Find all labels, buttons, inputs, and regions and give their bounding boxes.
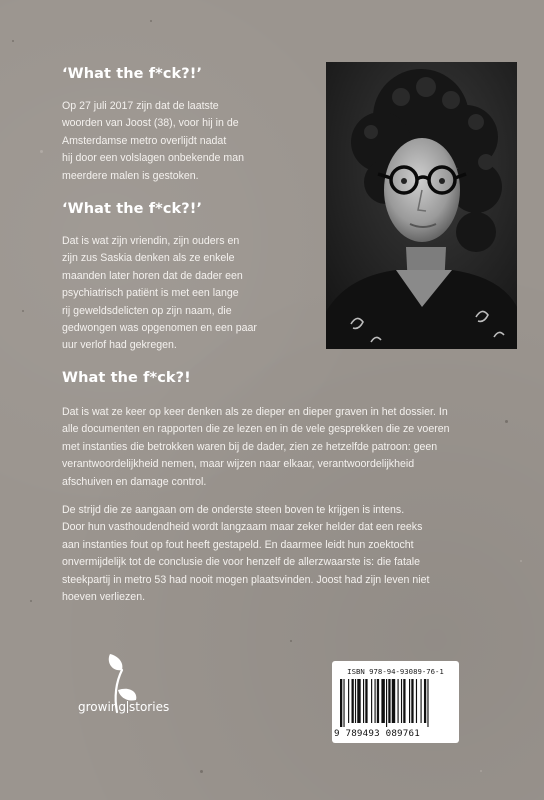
barcode-bars <box>340 679 451 727</box>
barcode-bar <box>424 679 426 723</box>
heading-1: ‘What the f*ck?!’ <box>62 66 203 82</box>
paragraph-4 <box>62 502 522 606</box>
text-line: gedwongen was opgenomen en een paar <box>62 322 257 335</box>
texture-speck <box>200 770 203 773</box>
text-line: verantwoordelijkheid nemen, maar wijzen naar elkaar, verantwoordelijkheid <box>62 458 415 471</box>
barcode-bar <box>355 679 356 723</box>
barcode-bar <box>386 679 387 727</box>
text-line: zijn zus Saskia denken als ze enkele <box>62 252 235 265</box>
barcode-bar <box>416 679 417 723</box>
text-line: hoeven verliezen. <box>62 591 146 604</box>
paragraph-3 <box>62 404 522 491</box>
texture-speck <box>150 20 152 22</box>
text-line: Dat is wat ze keer op keer denken als ze dieper en dieper graven in het dossier. In <box>62 406 448 418</box>
barcode-bar <box>340 679 342 727</box>
barcode-bar <box>377 679 379 723</box>
barcode-bar <box>427 679 428 727</box>
text-line: aan instanties fout op fout heeft gestapeld. En daarmee leidt hun zoektocht <box>62 538 414 551</box>
texture-speck <box>22 310 24 312</box>
text-line: onvermijdelijk tot de conclusie die voor henzelf de allerzwaarste is: die fatale <box>62 556 421 569</box>
text-line: De strijd die ze aangaan om de onderste steen boven te krijgen is intens. <box>62 504 405 516</box>
barcode-bar <box>421 679 422 723</box>
text-line: psychiatrisch patiënt is met een lange <box>62 287 239 300</box>
publisher-name-part2: stories <box>129 700 170 714</box>
text-line: maanden later horen dat de dader een <box>62 269 243 282</box>
publisher-name-part1: growing <box>78 700 126 714</box>
text-line: Op 27 juli 2017 zijn dat de laatste <box>62 100 219 112</box>
author-photo <box>326 62 517 349</box>
barcode-bar <box>388 679 390 723</box>
barcode-bar <box>357 679 360 723</box>
heading-2: ‘What the f*ck?!’ <box>62 201 203 217</box>
barcode-bar <box>411 679 413 723</box>
heading-3: What the f*ck?! <box>62 370 191 386</box>
text-line: uur verlof had gekregen. <box>62 339 177 352</box>
barcode-bar <box>363 679 364 723</box>
barcode-bar <box>375 679 376 723</box>
text-line: Door hun vasthoudendheid wordt langzaam maar zeker helder dat een reeks <box>62 521 423 534</box>
barcode-bar <box>348 679 349 723</box>
text-line: rij geweldsdelicten op zijn naam, die <box>62 304 232 317</box>
text-line: meerdere malen is gestoken. <box>62 169 199 182</box>
barcode-bar <box>392 679 395 723</box>
barcode-bar <box>409 679 410 723</box>
barcode-bar <box>398 679 399 723</box>
text-line: hij door een volslagen onbekende man <box>62 152 244 165</box>
text-line: Amsterdamse metro overlijdt nadat <box>62 134 227 147</box>
author-portrait-image <box>326 62 517 349</box>
barcode-bar <box>343 679 344 727</box>
isbn-digits: 9 789493 089761 <box>334 728 420 739</box>
text-line: steekpartij in metro 53 had nooit mogen plaatsvinden. Joost had zijn leven niet <box>62 573 430 586</box>
text-line: woorden van Joost (38), voor hij in de <box>62 117 239 130</box>
publisher-name-divider <box>127 701 128 713</box>
texture-speck <box>30 600 32 602</box>
texture-speck <box>480 770 482 772</box>
barcode-bar <box>401 679 402 723</box>
barcode-bar <box>371 679 372 723</box>
barcode-bar <box>352 679 354 723</box>
paragraph-1 <box>62 98 312 185</box>
paragraph-2 <box>62 233 312 355</box>
text-line: afschuiven en damage control. <box>62 475 207 488</box>
texture-speck <box>290 640 292 642</box>
isbn-label: ISBN 978-94-93089-76-1 <box>347 667 444 676</box>
texture-speck <box>12 40 14 42</box>
barcode-bar <box>403 679 405 723</box>
barcode-bar <box>381 679 384 723</box>
text-line: met instanties die betrokken waren bij de dader, zien ze hetzelfde patroon: geen <box>62 440 438 453</box>
text-line: Dat is wat zijn vriendin, zijn ouders en <box>62 235 240 247</box>
texture-speck <box>40 150 43 153</box>
text-line: alle documenten en rapporten die ze lezen en in de vele gesprekken die ze voeren <box>62 423 450 436</box>
barcode-bar <box>365 679 367 723</box>
isbn-barcode <box>332 661 459 743</box>
publisher-name <box>78 700 169 714</box>
